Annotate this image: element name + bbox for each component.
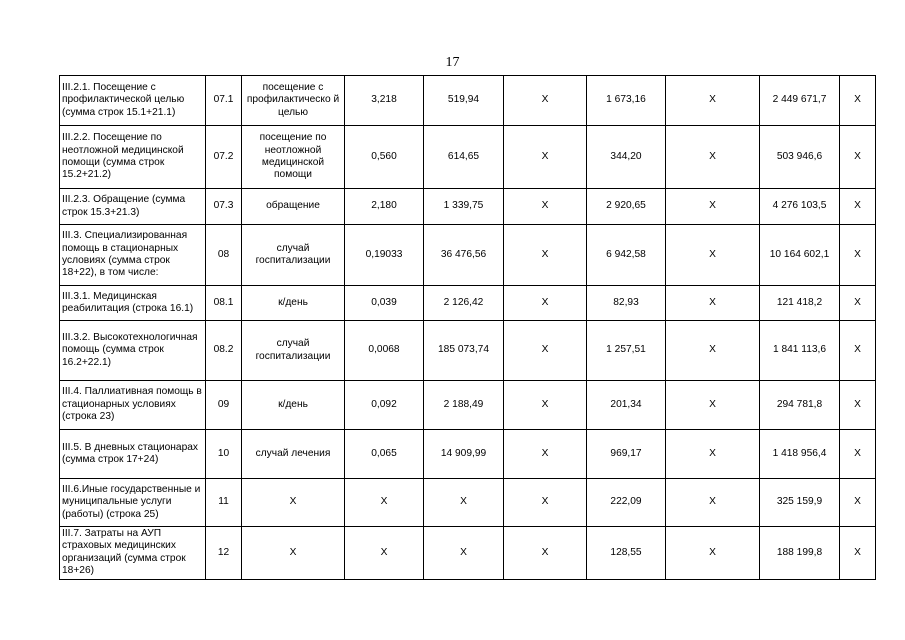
row-x-cell: X (666, 286, 760, 321)
row-total-cell: 503 946,6 (760, 126, 840, 189)
row-norm-cell: 0,065 (345, 430, 424, 479)
table-row (60, 430, 876, 479)
row-cost-cell: X (424, 479, 504, 527)
table-row (60, 527, 876, 580)
row-code-cell: 12 (206, 527, 242, 580)
row-x-cell: X (666, 126, 760, 189)
row-value-cell: 969,17 (587, 430, 666, 479)
row-value-cell: 2 920,65 (587, 189, 666, 225)
row-total-cell: 1 841 113,6 (760, 321, 840, 381)
row-x-cell: X (666, 479, 760, 527)
row-code-cell: 10 (206, 430, 242, 479)
row-total-cell: 188 199,8 (760, 527, 840, 580)
row-value-cell: 128,55 (587, 527, 666, 580)
row-x-cell: X (504, 430, 587, 479)
table-row (60, 479, 876, 527)
row-x-cell: X (504, 189, 587, 225)
row-unit-cell: посещение с профилактическо й целью (242, 76, 345, 126)
row-norm-cell: 0,19033 (345, 225, 424, 286)
row-x-cell: X (840, 321, 876, 381)
row-norm-cell: 0,0068 (345, 321, 424, 381)
row-total-cell: 325 159,9 (760, 479, 840, 527)
row-norm-cell: X (345, 479, 424, 527)
row-norm-cell: 0,560 (345, 126, 424, 189)
row-total-cell: 4 276 103,5 (760, 189, 840, 225)
row-code-cell: 07.1 (206, 76, 242, 126)
table-row (60, 225, 876, 286)
row-x-cell: X (840, 286, 876, 321)
row-total-cell: 2 449 671,7 (760, 76, 840, 126)
row-code-cell: 08 (206, 225, 242, 286)
row-norm-cell: 2,180 (345, 189, 424, 225)
row-x-cell: X (666, 381, 760, 430)
row-code-cell: 07.2 (206, 126, 242, 189)
row-value-cell: 6 942,58 (587, 225, 666, 286)
row-name-cell: III.5. В дневных стационарах (сумма строк 17+24) (60, 430, 206, 479)
row-x-cell: X (840, 76, 876, 126)
row-cost-cell: 14 909,99 (424, 430, 504, 479)
row-x-cell: X (840, 527, 876, 580)
row-value-cell: 1 673,16 (587, 76, 666, 126)
row-norm-cell: 0,039 (345, 286, 424, 321)
row-unit-cell: к/день (242, 381, 345, 430)
row-unit-cell: случай госпитализации (242, 321, 345, 381)
row-name-cell: III.3.1. Медицинская реабилитация (строка 16.1) (60, 286, 206, 321)
row-x-cell: X (504, 381, 587, 430)
row-total-cell: 121 418,2 (760, 286, 840, 321)
row-cost-cell: X (424, 527, 504, 580)
row-name-cell: III.4. Паллиативная помощь в стационарных условиях (строка 23) (60, 381, 206, 430)
row-cost-cell: 519,94 (424, 76, 504, 126)
row-code-cell: 11 (206, 479, 242, 527)
row-code-cell: 07.3 (206, 189, 242, 225)
row-x-cell: X (666, 225, 760, 286)
row-x-cell: X (840, 430, 876, 479)
row-value-cell: 1 257,51 (587, 321, 666, 381)
table-row (60, 189, 876, 225)
row-value-cell: 82,93 (587, 286, 666, 321)
row-x-cell: X (504, 479, 587, 527)
row-x-cell: X (840, 126, 876, 189)
row-unit-cell: случай лечения (242, 430, 345, 479)
row-code-cell: 08.2 (206, 321, 242, 381)
row-unit-cell: к/день (242, 286, 345, 321)
table-row (60, 286, 876, 321)
row-value-cell: 222,09 (587, 479, 666, 527)
table-row (60, 76, 876, 126)
row-name-cell: III.6.Иные государственные и муниципальные услуги (работы) (строка 25) (60, 479, 206, 527)
row-name-cell: III.2.2. Посещение по неотложной медицинской помощи (сумма строк 15.2+21.2) (60, 126, 206, 189)
row-cost-cell: 2 126,42 (424, 286, 504, 321)
row-total-cell: 10 164 602,1 (760, 225, 840, 286)
row-x-cell: X (504, 321, 587, 381)
row-value-cell: 344,20 (587, 126, 666, 189)
row-code-cell: 09 (206, 381, 242, 430)
row-x-cell: X (840, 189, 876, 225)
table-row (60, 321, 876, 381)
table-row (60, 381, 876, 430)
row-norm-cell: X (345, 527, 424, 580)
row-unit-cell: посещение по неотложной медицинской помощи (242, 126, 345, 189)
row-x-cell: X (840, 225, 876, 286)
row-norm-cell: 0,092 (345, 381, 424, 430)
row-cost-cell: 36 476,56 (424, 225, 504, 286)
row-x-cell: X (504, 286, 587, 321)
row-cost-cell: 185 073,74 (424, 321, 504, 381)
row-code-cell: 08.1 (206, 286, 242, 321)
page-number: 17 (445, 55, 460, 70)
row-name-cell: III.2.3. Обращение (сумма строк 15.3+21.3) (60, 189, 206, 225)
row-unit-cell: X (242, 527, 345, 580)
row-unit-cell: случай госпитализации (242, 225, 345, 286)
row-name-cell: III.2.1. Посещение с профилактической целью (сумма строк 15.1+21.1) (60, 76, 206, 126)
row-x-cell: X (666, 189, 760, 225)
table-row (60, 126, 876, 189)
row-norm-cell: 3,218 (345, 76, 424, 126)
row-name-cell: III.3. Специализированная помощь в стационарных условиях (сумма строк 18+22), в том числе: (60, 225, 206, 286)
row-x-cell: X (504, 76, 587, 126)
row-x-cell: X (666, 430, 760, 479)
row-x-cell: X (504, 126, 587, 189)
row-name-cell: III.7. Затраты на АУП страховых медицинских организаций (сумма строк 18+26) (60, 527, 206, 580)
row-total-cell: 294 781,8 (760, 381, 840, 430)
row-x-cell: X (666, 321, 760, 381)
row-x-cell: X (666, 527, 760, 580)
row-cost-cell: 2 188,49 (424, 381, 504, 430)
row-x-cell: X (840, 381, 876, 430)
row-cost-cell: 614,65 (424, 126, 504, 189)
row-total-cell: 1 418 956,4 (760, 430, 840, 479)
row-name-cell: III.3.2. Высокотехнологичная помощь (сумма строк 16.2+22.1) (60, 321, 206, 381)
tariff-table (59, 75, 876, 580)
row-x-cell: X (840, 479, 876, 527)
row-unit-cell: обращение (242, 189, 345, 225)
row-cost-cell: 1 339,75 (424, 189, 504, 225)
row-x-cell: X (504, 527, 587, 580)
row-unit-cell: X (242, 479, 345, 527)
row-x-cell: X (504, 225, 587, 286)
row-x-cell: X (666, 76, 760, 126)
row-value-cell: 201,34 (587, 381, 666, 430)
